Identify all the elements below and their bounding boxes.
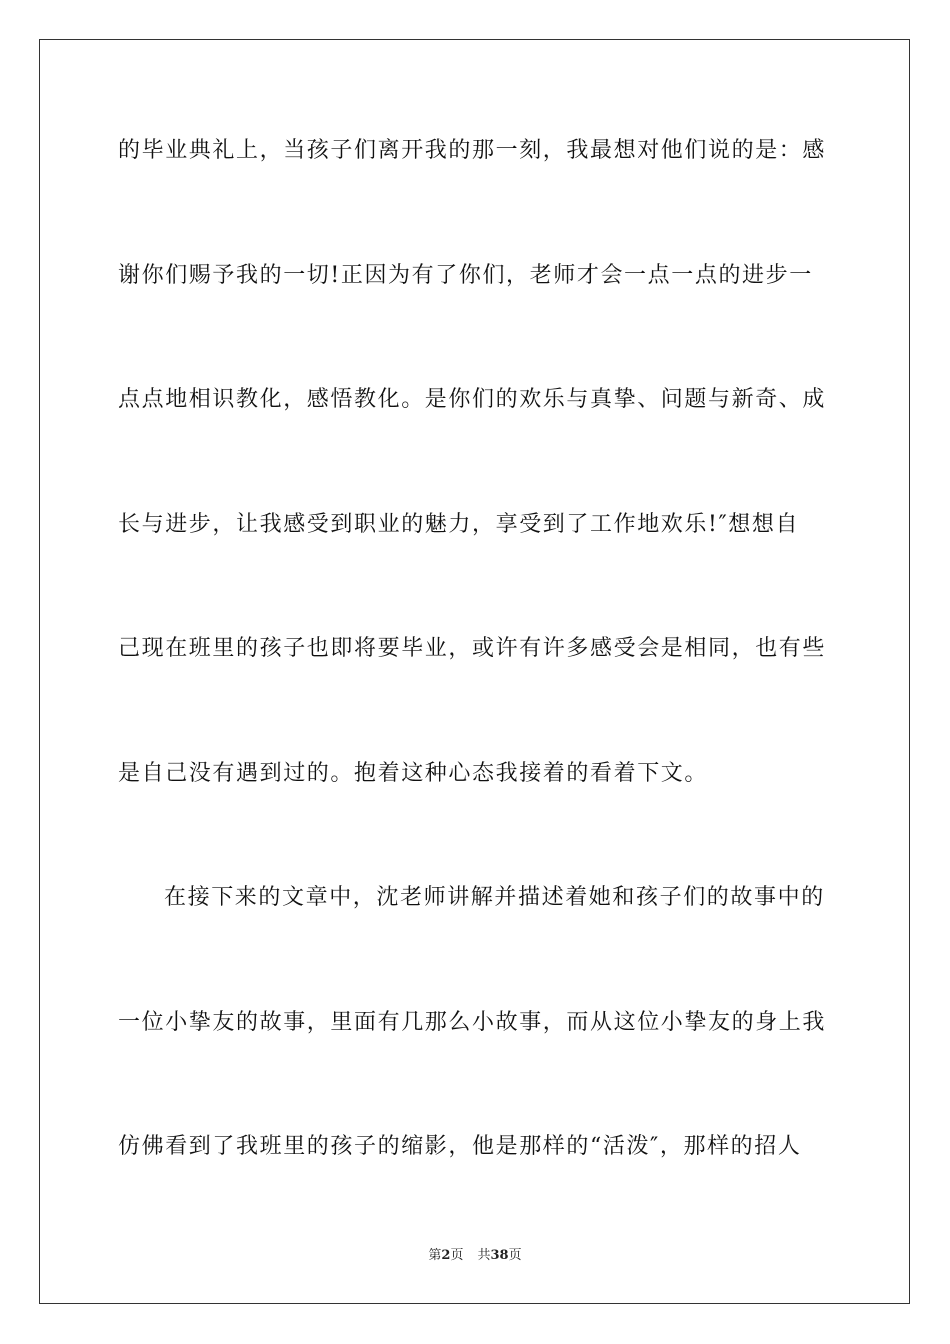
body-line-6: 是自己没有遇到过的。抱着这种心态我接着的看着下文。 — [118, 761, 709, 786]
footer-page-suffix: 页 — [450, 1248, 464, 1263]
body-line-5: 己现在班里的孩子也即将要毕业，或许有许多感受会是相同，也有些 — [118, 636, 827, 661]
body-line-4: 长与进步，让我感受到职业的魅力，享受到了工作地欢乐!″想想自 — [118, 512, 800, 537]
body-line-7: 在接下来的文章中，沈老师讲解并描述着她和孩子们的故事中的 — [164, 885, 825, 910]
footer-total-prefix: 共 — [477, 1248, 491, 1263]
body-line-8: 一位小挚友的故事，里面有几那么小故事，而从这位小挚友的身上我 — [118, 1010, 827, 1035]
page-frame — [39, 39, 910, 1304]
page-footer — [0, 1247, 950, 1265]
body-line-2: 谢你们赐予我的一切!正因为有了你们，老师才会一点一点的进步一 — [118, 263, 813, 288]
body-line-3: 点点地相识教化，感悟教化。是你们的欢乐与真挚、问题与新奇、成 — [118, 387, 827, 412]
body-line-9: 仿佛看到了我班里的孩子的缩影，他是那样的“活泼″，那样的招人 — [118, 1134, 802, 1159]
footer-total-suffix: 页 — [508, 1248, 522, 1263]
footer-total-pages: 38 — [490, 1248, 509, 1263]
footer-page-number: 2 — [441, 1248, 451, 1263]
body-line-1: 的毕业典礼上，当孩子们离开我的那一刻，我最想对他们说的是：感 — [118, 138, 827, 163]
footer-page-prefix: 第 — [428, 1248, 442, 1263]
